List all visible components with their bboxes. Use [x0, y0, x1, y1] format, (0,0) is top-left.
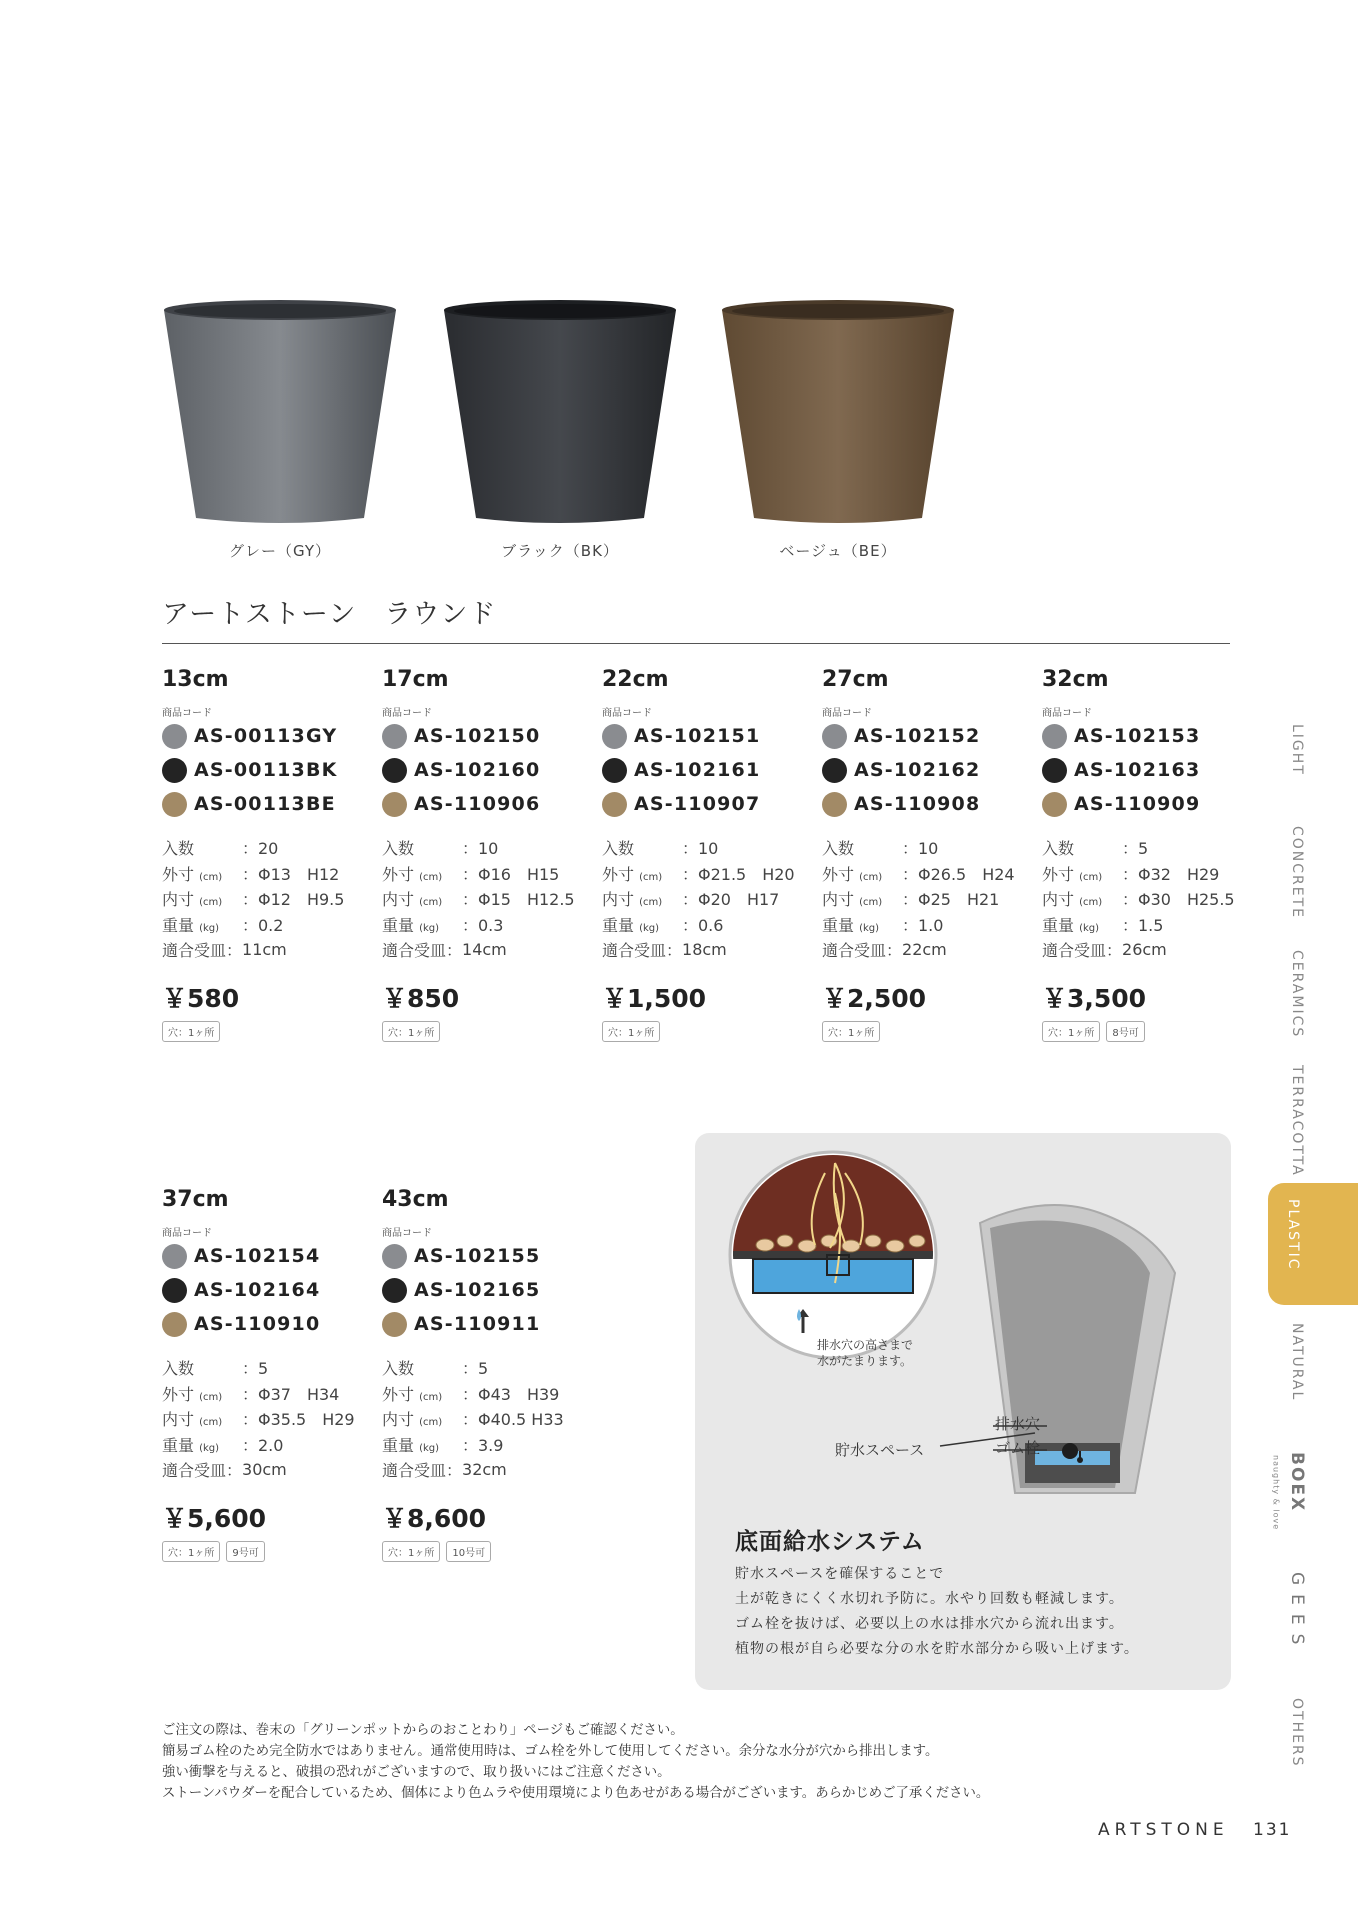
product-block-37cm	[162, 1187, 372, 1562]
order-notes	[162, 1720, 989, 1804]
water-system-text: 植物の根が自ら必要な分の水を貯水部分から吸い上げます。	[735, 1641, 1139, 1657]
side-nav-light[interactable]: LIGHT	[1289, 724, 1305, 776]
color-dot-beige	[1042, 792, 1067, 817]
color-dot-black	[162, 758, 187, 783]
side-nav-concrete[interactable]: CONCRETE	[1289, 826, 1305, 920]
product-price: ￥5,600	[162, 1503, 267, 1533]
side-nav-ceramics[interactable]: CERAMICS	[1289, 950, 1305, 1039]
spec-tray: 適合受皿： 11cm	[162, 940, 287, 961]
spec-weight: 重量 (kg) ：1.0	[822, 915, 944, 935]
water-system-text: 貯水スペースを確保することで	[735, 1566, 945, 1582]
color-dot-gray	[382, 724, 407, 749]
label-storage-space: 貯水スペース	[835, 1441, 925, 1459]
color-dot-gray	[1042, 724, 1067, 749]
product-code: AS-102162	[854, 759, 981, 781]
code-row-black	[1042, 753, 1252, 787]
product-price: ￥3,500	[1042, 983, 1147, 1013]
product-code: AS-102150	[414, 725, 541, 747]
code-row-beige	[382, 1307, 592, 1341]
code-row-black	[602, 753, 812, 787]
spec-weight: 重量 (kg) ：2.0	[162, 1435, 284, 1455]
product-code: AS-102161	[634, 759, 761, 781]
side-nav-terracotta[interactable]: TERRACOTTA	[1289, 1065, 1305, 1177]
pot-label-gray: グレー（GY）	[228, 542, 332, 560]
color-dot-beige	[162, 792, 187, 817]
spec-inner: 内寸 (cm) ：Φ15 H12.5	[382, 890, 575, 910]
color-dot-black	[602, 758, 627, 783]
product-price: ￥2,500	[822, 983, 927, 1013]
code-row-beige	[162, 1307, 372, 1341]
tag-hole: 穴：1ヶ所	[382, 1021, 440, 1042]
product-code: AS-102165	[414, 1279, 541, 1301]
code-row-gray	[822, 719, 1032, 753]
water-system-panel	[695, 1133, 1231, 1690]
code-header: 商品コード	[602, 708, 652, 719]
pot-label-black: ブラック（BK）	[501, 542, 619, 560]
label-rubber-plug: ゴム栓	[995, 1439, 1041, 1457]
code-header: 商品コード	[822, 708, 872, 719]
product-code: AS-00113BE	[194, 793, 336, 815]
code-row-beige	[382, 787, 592, 821]
color-dot-black	[382, 1278, 407, 1303]
tag-list	[822, 1021, 1032, 1042]
product-code: AS-102152	[854, 725, 981, 747]
color-dot-black	[382, 758, 407, 783]
side-nav-others[interactable]: OTHERS	[1289, 1698, 1305, 1768]
pot-image-gray	[160, 296, 400, 546]
spec-tray: 適合受皿： 22cm	[822, 940, 947, 961]
color-dot-gray	[162, 1244, 187, 1269]
tag-list	[1042, 1021, 1252, 1042]
spec-weight: 重量 (kg) ：3.9	[382, 1435, 504, 1455]
side-nav-natural[interactable]: NATURAL	[1289, 1323, 1305, 1402]
product-size: 13cm	[162, 667, 229, 692]
note-line: 簡易ゴム栓のため完全防水ではありません。通常使用時は、ゴム栓を外して使用してください。余分な水分が穴から排出します。	[162, 1744, 939, 1759]
tag-hole: 穴：1ヶ所	[162, 1021, 220, 1042]
spec-qty: 入数 ：20	[162, 839, 279, 859]
product-code: AS-110910	[194, 1313, 321, 1335]
spec-inner: 内寸 (cm) ：Φ40.5 H33	[382, 1410, 564, 1430]
spec-inner: 内寸 (cm) ：Φ20 H17	[602, 890, 780, 910]
code-row-gray	[162, 719, 372, 753]
spec-weight: 重量 (kg) ：1.5	[1042, 915, 1164, 935]
side-nav-plastic-label: PLASTIC	[1285, 1199, 1301, 1271]
code-row-gray	[382, 719, 592, 753]
code-row-black	[162, 753, 372, 787]
color-dot-black	[1042, 758, 1067, 783]
side-nav-boex[interactable]: BOEX	[1287, 1452, 1307, 1513]
product-size: 22cm	[602, 667, 669, 692]
product-code: AS-102151	[634, 725, 761, 747]
spec-weight: 重量 (kg) ：0.3	[382, 915, 504, 935]
spec-tray: 適合受皿： 32cm	[382, 1460, 507, 1481]
code-row-beige	[1042, 787, 1252, 821]
tag-size-fit: 10号可	[446, 1541, 491, 1562]
spec-inner: 内寸 (cm) ：Φ25 H21	[822, 890, 1000, 910]
spec-qty: 入数 ：5	[382, 1359, 489, 1379]
series-title: アートストーン ラウンド	[162, 599, 497, 630]
tag-list	[602, 1021, 812, 1042]
spec-outer: 外寸 (cm) ：Φ21.5 H20	[602, 864, 795, 884]
product-code: AS-102163	[1074, 759, 1201, 781]
color-dot-beige	[822, 792, 847, 817]
footer-brand: ARTSTONE	[1098, 1820, 1229, 1840]
side-nav-gees[interactable]: GEES	[1287, 1572, 1307, 1654]
spec-outer: 外寸 (cm) ：Φ26.5 H24	[822, 864, 1015, 884]
product-block-13cm	[162, 667, 372, 1042]
code-row-black	[382, 753, 592, 787]
tag-list	[382, 1541, 592, 1562]
product-price: ￥8,600	[382, 1503, 487, 1533]
spec-qty: 入数 ：5	[162, 1359, 269, 1379]
spec-list	[162, 835, 372, 963]
tag-list	[382, 1021, 592, 1042]
code-header: 商品コード	[382, 708, 432, 719]
product-block-22cm	[602, 667, 812, 1042]
product-code: AS-102153	[1074, 725, 1201, 747]
product-code: AS-110906	[414, 793, 541, 815]
spec-tray: 適合受皿： 30cm	[162, 1460, 287, 1481]
tag-list	[162, 1541, 372, 1562]
spec-tray: 適合受皿： 26cm	[1042, 940, 1167, 961]
code-header: 商品コード	[382, 1228, 432, 1239]
product-size: 17cm	[382, 667, 449, 692]
product-block-27cm	[822, 667, 1032, 1042]
product-code: AS-102155	[414, 1245, 541, 1267]
spec-qty: 入数 ：10	[382, 839, 499, 859]
product-code: AS-110908	[854, 793, 981, 815]
spec-qty: 入数 ：10	[602, 839, 719, 859]
spec-list	[602, 835, 812, 963]
product-code: AS-102164	[194, 1279, 321, 1301]
code-row-gray	[602, 719, 812, 753]
code-row-gray	[382, 1239, 592, 1273]
pot-image-beige	[718, 296, 958, 546]
spec-outer: 外寸 (cm) ：Φ32 H29	[1042, 864, 1220, 884]
spec-inner: 内寸 (cm) ：Φ12 H9.5	[162, 890, 345, 910]
side-nav-plastic[interactable]	[1268, 1183, 1358, 1305]
color-dot-gray	[162, 724, 187, 749]
code-row-beige	[162, 787, 372, 821]
code-row-black	[822, 753, 1032, 787]
code-header: 商品コード	[1042, 708, 1092, 719]
spec-list	[382, 1355, 592, 1483]
tag-hole: 穴：1ヶ所	[382, 1541, 440, 1562]
product-size: 27cm	[822, 667, 889, 692]
product-code: AS-00113BK	[194, 759, 338, 781]
code-row-gray	[1042, 719, 1252, 753]
product-code: AS-110911	[414, 1313, 541, 1335]
spec-list	[1042, 835, 1252, 963]
product-price: ￥850	[382, 983, 460, 1013]
spec-list	[162, 1355, 372, 1483]
water-system-text: 土が乾きにくく水切れ予防に。水やり回数も軽減します。	[735, 1591, 1124, 1607]
code-row-beige	[822, 787, 1032, 821]
water-system-title: 底面給水システム	[735, 1529, 925, 1555]
tag-hole: 穴：1ヶ所	[1042, 1021, 1100, 1042]
spec-qty: 入数 ：10	[822, 839, 939, 859]
product-block-43cm	[382, 1187, 592, 1562]
spec-list	[822, 835, 1032, 963]
product-code: AS-00113GY	[194, 725, 338, 747]
callout-line-1: 排水穴の高さまで	[817, 1338, 914, 1352]
color-dot-beige	[382, 792, 407, 817]
code-row-black	[162, 1273, 372, 1307]
color-dot-beige	[382, 1312, 407, 1337]
code-row-beige	[602, 787, 812, 821]
color-dot-beige	[162, 1312, 187, 1337]
spec-tray: 適合受皿： 18cm	[602, 940, 727, 961]
spec-weight: 重量 (kg) ：0.2	[162, 915, 284, 935]
color-dot-beige	[602, 792, 627, 817]
product-code: AS-102160	[414, 759, 541, 781]
label-drain-hole: 排水穴	[995, 1415, 1041, 1433]
color-dot-gray	[602, 724, 627, 749]
spec-outer: 外寸 (cm) ：Φ13 H12	[162, 864, 340, 884]
product-price: ￥580	[162, 983, 240, 1013]
tag-size-fit: 9号可	[226, 1541, 264, 1562]
product-code: AS-110909	[1074, 793, 1201, 815]
note-line: ご注文の際は、巻末の「グリーンポットからのおことわり」ページもご確認ください。	[162, 1723, 684, 1738]
spec-list	[382, 835, 592, 963]
tag-size-fit: 8号可	[1106, 1021, 1144, 1042]
spec-outer: 外寸 (cm) ：Φ43 H39	[382, 1384, 560, 1404]
callout-line-2: 水がたまります。	[817, 1354, 913, 1368]
spec-inner: 内寸 (cm) ：Φ30 H25.5	[1042, 890, 1235, 910]
water-system-illustration	[695, 1133, 1231, 1503]
product-block-17cm	[382, 667, 592, 1042]
tag-hole: 穴：1ヶ所	[822, 1021, 880, 1042]
code-row-gray	[162, 1239, 372, 1273]
code-header: 商品コード	[162, 1228, 212, 1239]
product-block-32cm	[1042, 667, 1252, 1042]
code-row-black	[382, 1273, 592, 1307]
spec-tray: 適合受皿： 14cm	[382, 940, 507, 961]
tag-list	[162, 1021, 372, 1042]
product-size: 32cm	[1042, 667, 1109, 692]
product-size: 43cm	[382, 1187, 449, 1212]
product-price: ￥1,500	[602, 983, 707, 1013]
color-dot-black	[822, 758, 847, 783]
pot-image-black	[440, 296, 680, 546]
water-system-text: ゴム栓を抜けば、必要以上の水は排水穴から流れ出ます。	[735, 1616, 1124, 1632]
page-number: 131	[1253, 1820, 1292, 1840]
color-dot-black	[162, 1278, 187, 1303]
product-size: 37cm	[162, 1187, 229, 1212]
spec-weight: 重量 (kg) ：0.6	[602, 915, 724, 935]
color-dot-gray	[822, 724, 847, 749]
color-dot-gray	[382, 1244, 407, 1269]
product-code: AS-102154	[194, 1245, 321, 1267]
pot-label-beige: ベージュ（BE）	[779, 542, 897, 560]
spec-outer: 外寸 (cm) ：Φ16 H15	[382, 864, 560, 884]
tag-hole: 穴：1ヶ所	[602, 1021, 660, 1042]
note-line: ストーンパウダーを配合しているため、個体により色ムラや使用環境により色あせがある場合がございます。あらかじめご了承ください。	[162, 1786, 990, 1801]
tag-hole: 穴：1ヶ所	[162, 1541, 220, 1562]
product-code: AS-110907	[634, 793, 761, 815]
spec-outer: 外寸 (cm) ：Φ37 H34	[162, 1384, 340, 1404]
spec-inner: 内寸 (cm) ：Φ35.5 H29	[162, 1410, 355, 1430]
side-nav-boex-sub: naughty & love	[1271, 1455, 1281, 1531]
title-divider	[162, 643, 1230, 644]
spec-qty: 入数 ：5	[1042, 839, 1149, 859]
note-line: 強い衝撃を与えると、破損の恐れがございますので、取り扱いにはご注意ください。	[162, 1765, 671, 1780]
code-header: 商品コード	[162, 708, 212, 719]
